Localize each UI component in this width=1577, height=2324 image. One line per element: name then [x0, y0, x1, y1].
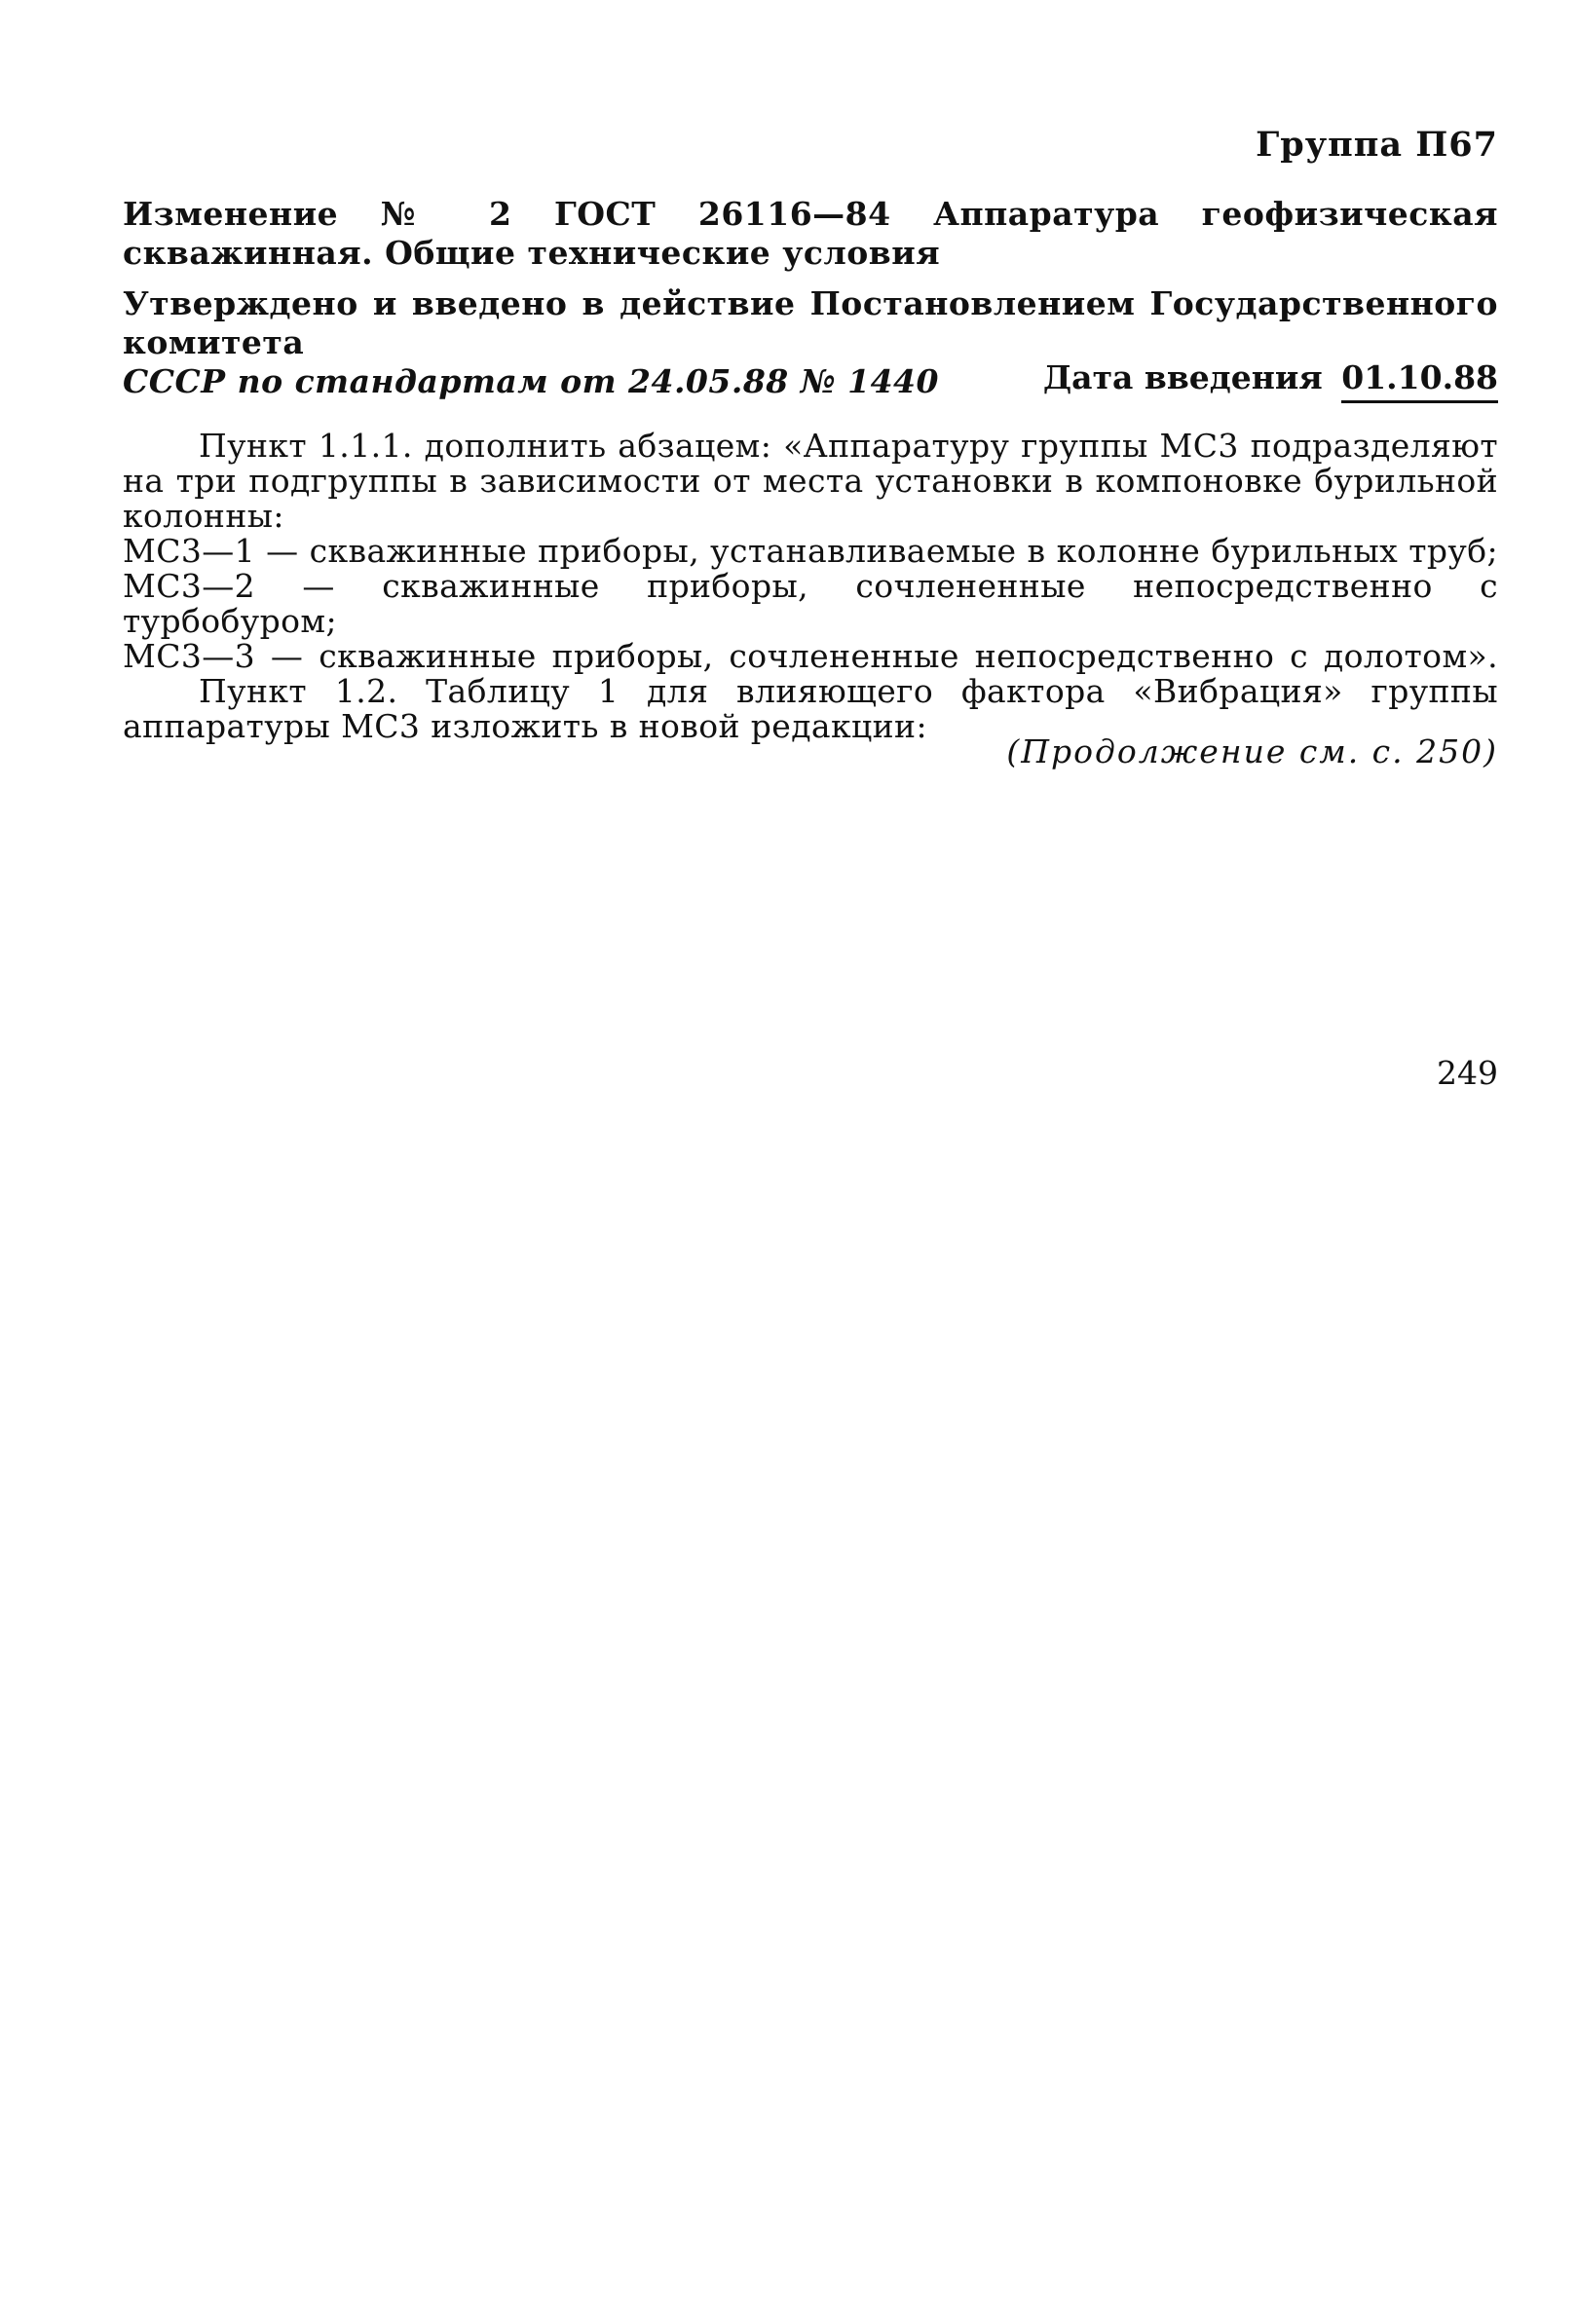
paragraph-clause-1-1-1: Пункт 1.1.1. дополнить абзацем: «Аппаратуру группы МС3 подразделяют на три подгруппы в зависимости от места установки в компоновке бурильной колонны:	[123, 427, 1498, 535]
effective-date	[974, 358, 1498, 397]
approval-line-2: СССР по стандартам от 24.05.88 № 1440	[123, 362, 939, 400]
effective-date-label: Дата введения	[1042, 358, 1323, 396]
paragraph-clause-1-2: Пункт 1.2. Таблицу 1 для влияющего фактора «Вибрация» группы аппаратуры МС3 изложить в новой редакции:	[123, 672, 1498, 745]
body-text	[123, 429, 1498, 744]
effective-date-value: 01.10.88	[1341, 358, 1498, 403]
list-item-msz-2: МС3—2 — скважинные приборы, сочлененные непосредственно с турбобуром;	[123, 567, 1498, 640]
page-number: 249	[1437, 1054, 1498, 1092]
group-code: Группа П67	[1256, 125, 1498, 165]
list-item-msz-1: МС3—1 — скважинные приборы, устанавливаемые в колонне бурильных труб;	[123, 532, 1498, 570]
list-item-msz-3: МС3—3 — скважинные приборы, сочлененные непосредственно с долотом».	[123, 637, 1498, 675]
continuation-note: (Продолжение см. с. 250)	[1006, 732, 1498, 770]
amendment-title: Изменение № 2 ГОСТ 26116—84 Аппаратура геофизическая скважинная. Общие технические условия	[123, 195, 1498, 272]
approval-line-1: Утверждено и введено в действие Постановлением Государственного комитета	[123, 284, 1498, 361]
